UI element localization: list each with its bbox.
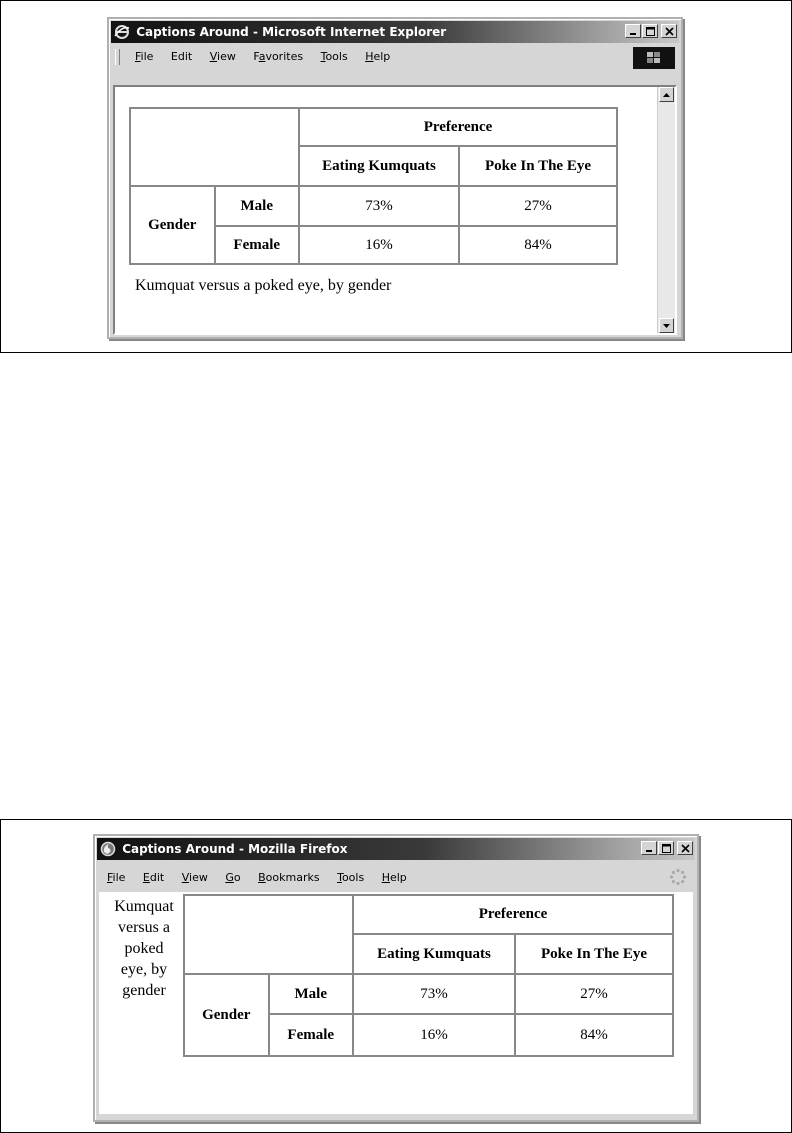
arrow-down-icon — [663, 324, 670, 328]
empty-corner-cell — [184, 895, 353, 974]
header-gender: Gender — [130, 186, 215, 264]
cell-female-poke: 84% — [459, 226, 617, 264]
maximize-button[interactable] — [658, 841, 674, 855]
figure-frame-firefox — [0, 819, 792, 1133]
header-gender: Gender — [184, 974, 269, 1056]
header-poke-in-the-eye: Poke In The Eye — [459, 146, 617, 186]
toolbar-grip[interactable] — [115, 49, 120, 65]
cell-male-kumquats: 73% — [353, 974, 515, 1014]
cell-male-poke: 27% — [515, 974, 673, 1014]
close-button[interactable] — [661, 24, 677, 38]
cell-female-kumquats: 16% — [299, 226, 459, 264]
table-caption — [103, 896, 185, 1001]
caption-line: versus a — [118, 919, 170, 936]
close-icon — [665, 27, 674, 36]
menu-edit[interactable]: Edit — [170, 50, 193, 63]
scroll-down-button[interactable] — [659, 318, 674, 333]
header-preference: Preference — [353, 895, 673, 934]
menu-file[interactable]: File — [135, 50, 154, 63]
firefox-titlebar — [97, 838, 695, 860]
menu-view[interactable]: View — [181, 871, 208, 884]
minimize-icon — [645, 844, 653, 852]
caption-line: gender — [122, 982, 166, 999]
maximize-button[interactable] — [642, 24, 658, 38]
minimize-button[interactable] — [625, 24, 641, 38]
caption-line: Kumquat — [114, 898, 174, 915]
ie-window — [107, 17, 683, 339]
ie-page-content — [113, 85, 677, 335]
close-icon — [681, 844, 690, 853]
minimize-button[interactable] — [641, 841, 657, 855]
firefox-menubar — [107, 868, 693, 888]
caption-line: eye, by — [120, 961, 168, 978]
caption-line: poked — [124, 940, 164, 957]
firefox-page-content — [99, 892, 693, 1114]
scroll-up-button[interactable] — [659, 87, 674, 102]
header-poke-in-the-eye: Poke In The Eye — [515, 934, 673, 974]
maximize-icon — [646, 27, 655, 36]
header-male: Male — [269, 974, 354, 1014]
data-table — [129, 107, 618, 265]
ie-icon — [114, 24, 130, 40]
cell-female-kumquats: 16% — [353, 1014, 515, 1056]
minimize-icon — [629, 27, 637, 35]
ie-menubar — [135, 47, 677, 67]
ie-titlebar — [111, 21, 679, 43]
header-male: Male — [215, 186, 300, 226]
cell-female-poke: 84% — [515, 1014, 673, 1056]
menu-go[interactable]: Go — [225, 871, 241, 884]
arrow-up-icon — [663, 93, 670, 97]
header-eating-kumquats: Eating Kumquats — [299, 146, 459, 186]
menu-favorites[interactable]: Favorites — [253, 50, 304, 63]
menu-tools[interactable]: Tools — [320, 50, 348, 63]
header-female: Female — [269, 1014, 354, 1056]
throbber-icon — [669, 868, 687, 886]
close-button[interactable] — [677, 841, 693, 855]
menu-tools[interactable]: Tools — [337, 871, 365, 884]
table-caption: Kumquat versus a poked eye, by gender — [135, 277, 392, 294]
vertical-scrollbar[interactable] — [657, 87, 675, 333]
menu-help[interactable]: Help — [365, 50, 391, 63]
header-eating-kumquats: Eating Kumquats — [353, 934, 515, 974]
windows-logo-icon — [633, 47, 675, 69]
menu-bookmarks[interactable]: Bookmarks — [258, 871, 320, 884]
maximize-icon — [662, 844, 671, 853]
menu-file[interactable]: File — [107, 871, 126, 884]
firefox-window — [93, 834, 699, 1122]
cell-male-poke: 27% — [459, 186, 617, 226]
figure-frame-ie — [0, 0, 792, 353]
data-table — [183, 894, 674, 1057]
firefox-icon — [100, 841, 116, 857]
menu-help[interactable]: Help — [381, 871, 407, 884]
firefox-window-title: Captions Around - Mozilla Firefox — [122, 842, 348, 856]
menu-edit[interactable]: Edit — [142, 871, 165, 884]
menu-view[interactable]: View — [209, 50, 236, 63]
header-female: Female — [215, 226, 300, 264]
header-preference: Preference — [299, 108, 617, 146]
ie-window-title: Captions Around - Microsoft Internet Explorer — [136, 25, 447, 39]
empty-corner-cell — [130, 108, 299, 186]
cell-male-kumquats: 73% — [299, 186, 459, 226]
